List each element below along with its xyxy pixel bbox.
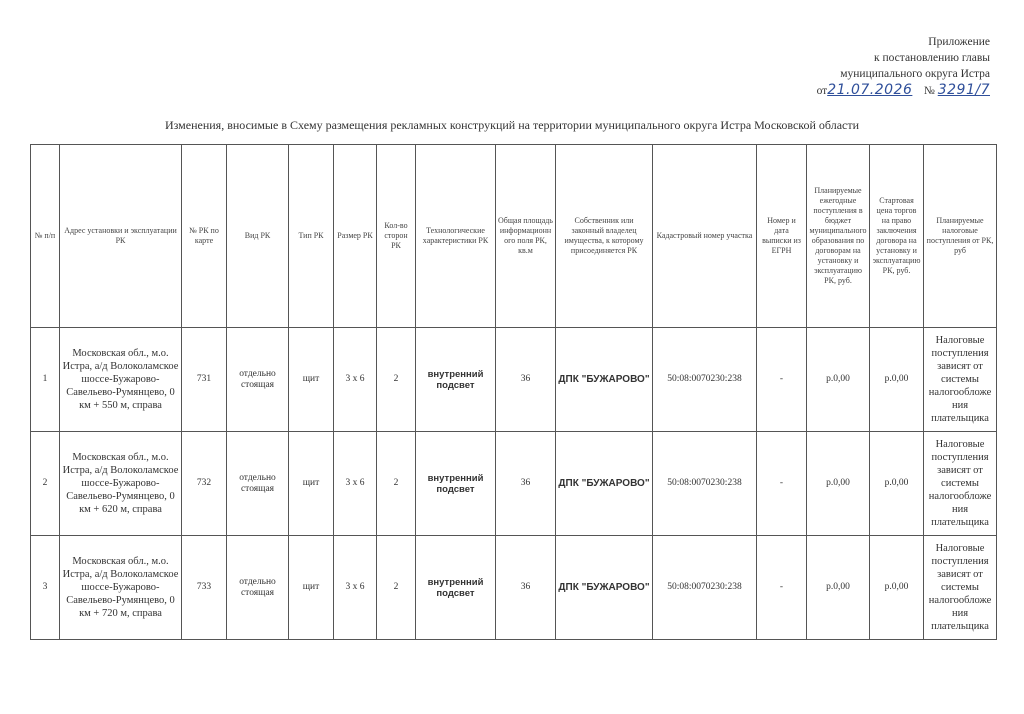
header-cell: Кол-во сторон РК	[377, 145, 416, 328]
appendix-title: Приложение	[928, 36, 990, 48]
document-title: Изменения, вносимые в Схему размещения рекламных конструкций на территории муниципального округа Истра Московской области	[164, 118, 860, 132]
kind-cell: отдельно стоящая	[227, 536, 289, 640]
header-cell: Общая площадь информационного поля РК, кв.м	[496, 145, 556, 328]
handwritten-number: 3291/7	[937, 82, 990, 98]
address-cell: Московская обл., м.о. Истра, а/д Волоколамское шоссе-Бужарово-Савельево-Румянцево, 0 км + 620 м, справа	[60, 432, 182, 536]
sides-cell: 2	[377, 536, 416, 640]
header-cell: Вид РК	[227, 145, 289, 328]
size-cell: 3 х 6	[334, 536, 377, 640]
header-cell: Стартовая цена торгов на право заключения договора на установку и эксплуатацию РК, руб.	[870, 145, 924, 328]
area-cell: 36	[496, 432, 556, 536]
owner-cell: ДПК "БУЖАРОВО"	[556, 328, 653, 432]
row-number: 2	[31, 432, 60, 536]
cadastral-cell: 50:08:0070230:238	[653, 432, 757, 536]
header-cell: № РК по карте	[182, 145, 227, 328]
appendix-decree-line: к постановлению главы	[874, 52, 990, 64]
area-cell: 36	[496, 328, 556, 432]
start-price-cell: р.0,00	[870, 328, 924, 432]
address-cell: Московская обл., м.о. Истра, а/д Волоколамское шоссе-Бужарово-Савельево-Румянцево, 0 км + 720 м, справа	[60, 536, 182, 640]
map-number-cell: 732	[182, 432, 227, 536]
owner-cell: ДПК "БУЖАРОВО"	[556, 432, 653, 536]
cadastral-cell: 50:08:0070230:238	[653, 328, 757, 432]
row-number: 1	[31, 328, 60, 432]
egrn-cell: -	[757, 432, 807, 536]
number-prefix: №	[923, 85, 935, 97]
table-header-row	[31, 145, 997, 328]
appendix-authority-line: муниципального округа Истра	[840, 68, 990, 80]
table-row	[31, 328, 997, 432]
tax-cell: Налоговые поступления зависят от системы налогообложения плательщика	[924, 328, 997, 432]
annual-income-cell: р.0,00	[807, 328, 870, 432]
annual-income-cell: р.0,00	[807, 536, 870, 640]
sides-cell: 2	[377, 432, 416, 536]
row-number: 3	[31, 536, 60, 640]
size-cell: 3 х 6	[334, 328, 377, 432]
header-cell: Номер и дата выписки из ЕГРН	[757, 145, 807, 328]
tax-cell: Налоговые поступления зависят от системы налогообложения плательщика	[924, 432, 997, 536]
header-cell: Кадастровый номер участка	[653, 145, 757, 328]
type-cell: щит	[289, 328, 334, 432]
egrn-cell: -	[757, 536, 807, 640]
header-cell: Адрес установки и эксплуатации РК	[60, 145, 182, 328]
start-price-cell: р.0,00	[870, 536, 924, 640]
annual-income-cell: р.0,00	[807, 432, 870, 536]
kind-cell: отдельно стоящая	[227, 432, 289, 536]
type-cell: щит	[289, 432, 334, 536]
tax-cell: Налоговые поступления зависят от системы налогообложения плательщика	[924, 536, 997, 640]
address-cell: Московская обл., м.о. Истра, а/д Волоколамское шоссе-Бужарово-Савельево-Румянцево, 0 км + 550 м, справа	[60, 328, 182, 432]
order-date-number-line	[817, 82, 990, 99]
header-cell: Планируемые ежегодные поступления в бюджет муниципального образования по договорам на установку и эксплуатацию РК, руб.	[807, 145, 870, 328]
egrn-cell: -	[757, 328, 807, 432]
header-cell: Собственник или законный владелец имущества, к которому присоединяется РК	[556, 145, 653, 328]
header-cell: № п/п	[31, 145, 60, 328]
tech-cell: внутренний подсвет	[416, 432, 496, 536]
header-cell: Размер РК	[334, 145, 377, 328]
advertising-structures-table	[30, 144, 997, 640]
kind-cell: отдельно стоящая	[227, 328, 289, 432]
header-cell: Тип РК	[289, 145, 334, 328]
table-row	[31, 536, 997, 640]
sides-cell: 2	[377, 328, 416, 432]
type-cell: щит	[289, 536, 334, 640]
header-cell: Технологические характеристики РК	[416, 145, 496, 328]
header-cell: Планируемые налоговые поступления от РК, руб	[924, 145, 997, 328]
map-number-cell: 733	[182, 536, 227, 640]
tech-cell: внутренний подсвет	[416, 536, 496, 640]
table-row	[31, 432, 997, 536]
tech-cell: внутренний подсвет	[416, 328, 496, 432]
appendix-block	[817, 34, 990, 99]
size-cell: 3 х 6	[334, 432, 377, 536]
cadastral-cell: 50:08:0070230:238	[653, 536, 757, 640]
start-price-cell: р.0,00	[870, 432, 924, 536]
area-cell: 36	[496, 536, 556, 640]
handwritten-date: 21.07.2026	[827, 82, 913, 98]
map-number-cell: 731	[182, 328, 227, 432]
date-prefix: от	[816, 85, 828, 97]
owner-cell: ДПК "БУЖАРОВО"	[556, 536, 653, 640]
